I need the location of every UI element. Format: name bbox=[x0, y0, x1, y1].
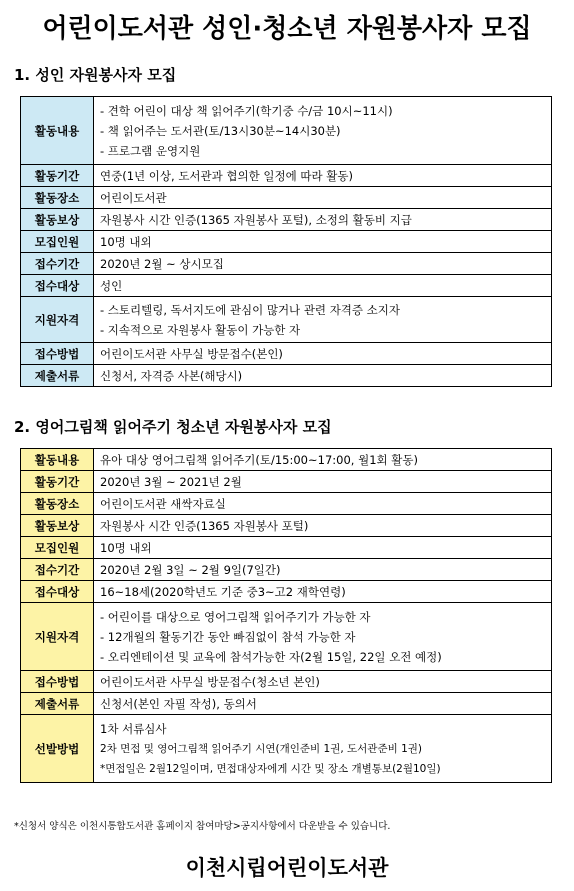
value-line: - 오리엔테이션 및 교육에 참석가능한 자(2월 15일, 22일 오전 예정) bbox=[100, 649, 442, 664]
value-line: - 책 읽어주는 도서관(토/13시30분~14시30분) bbox=[100, 123, 341, 138]
row-label: 활동내용 bbox=[21, 97, 94, 165]
row-label: 활동보상 bbox=[21, 209, 94, 231]
row-value bbox=[94, 343, 552, 365]
section1-body bbox=[21, 97, 552, 387]
table-row bbox=[21, 581, 552, 603]
table-row bbox=[21, 187, 552, 209]
row-label: 접수대상 bbox=[21, 275, 94, 297]
value-line: 연중(1년 이상, 도서관과 협의한 일정에 따라 활동) bbox=[100, 168, 353, 183]
value-line: 10명 내외 bbox=[100, 234, 152, 249]
table-row bbox=[21, 715, 552, 783]
value-line: 신청서(본인 자필 작성), 동의서 bbox=[100, 696, 257, 711]
row-value bbox=[94, 581, 552, 603]
row-label: 활동장소 bbox=[21, 493, 94, 515]
section2-heading: 2. 영어그림책 읽어주기 청소년 자원봉사자 모집 bbox=[14, 418, 332, 436]
table-row bbox=[21, 165, 552, 187]
value-line: 자원봉사 시간 인증(1365 자원봉사 포털) bbox=[100, 518, 309, 533]
row-value bbox=[94, 165, 552, 187]
table-row bbox=[21, 253, 552, 275]
library-name: 이천시립어린이도서관 bbox=[185, 856, 389, 880]
section1-heading: 1. 성인 자원봉사자 모집 bbox=[14, 66, 177, 84]
row-label: 접수기간 bbox=[21, 253, 94, 275]
table-row bbox=[21, 449, 552, 471]
table-row bbox=[21, 603, 552, 671]
table-row bbox=[21, 493, 552, 515]
value-line: 신청서, 자격증 사본(해당시) bbox=[100, 368, 243, 383]
value-line: 2020년 2월 3일 ~ 2월 9일(7일간) bbox=[100, 562, 281, 577]
row-value bbox=[94, 365, 552, 387]
row-label: 활동내용 bbox=[21, 449, 94, 471]
section1-table bbox=[20, 96, 552, 387]
table-row bbox=[21, 209, 552, 231]
row-value bbox=[94, 187, 552, 209]
value-line: 1차 서류심사 bbox=[100, 721, 167, 736]
value-line: - 지속적으로 자원봉사 활동이 가능한 자 bbox=[100, 322, 301, 337]
value-line: - 어린이를 대상으로 영어그림책 읽어주기가 가능한 자 bbox=[100, 609, 371, 624]
value-line: 2차 면접 및 영어그림책 읽어주기 시연(개인준비 1권, 도서관준비 1권) bbox=[100, 742, 422, 755]
table-row bbox=[21, 343, 552, 365]
table-row bbox=[21, 297, 552, 343]
row-value bbox=[94, 449, 552, 471]
table-row bbox=[21, 693, 552, 715]
footnote: *신청서 양식은 이천시통합도서관 홈페이지 참여마당>공지사항에서 다운받을 수 있습니다. bbox=[14, 821, 391, 832]
table-row bbox=[21, 365, 552, 387]
row-value bbox=[94, 253, 552, 275]
row-value bbox=[94, 97, 552, 165]
table-row bbox=[21, 559, 552, 581]
row-value bbox=[94, 715, 552, 783]
value-line: 어린이도서관 사무실 방문접수(본인) bbox=[100, 346, 283, 361]
row-value bbox=[94, 209, 552, 231]
value-line: - 12개월의 활동기간 동안 빠짐없이 참석 가능한 자 bbox=[100, 629, 356, 644]
row-value bbox=[94, 275, 552, 297]
row-value bbox=[94, 603, 552, 671]
value-line: 10명 내외 bbox=[100, 540, 152, 555]
page-title: 어린이도서관 성인·청소년 자원봉사자 모집 bbox=[42, 14, 532, 44]
row-value bbox=[94, 493, 552, 515]
table-row bbox=[21, 471, 552, 493]
row-value bbox=[94, 671, 552, 693]
value-line: - 프로그램 운영지원 bbox=[100, 143, 201, 158]
table-row bbox=[21, 97, 552, 165]
row-value bbox=[94, 471, 552, 493]
row-label: 모집인원 bbox=[21, 231, 94, 253]
row-label: 활동기간 bbox=[21, 471, 94, 493]
table-row bbox=[21, 515, 552, 537]
row-label: 접수대상 bbox=[21, 581, 94, 603]
row-value bbox=[94, 515, 552, 537]
row-label: 활동장소 bbox=[21, 187, 94, 209]
value-line: 2020년 2월 ~ 상시모집 bbox=[100, 256, 224, 271]
row-label: 지원자격 bbox=[21, 297, 94, 343]
row-value bbox=[94, 231, 552, 253]
table-row bbox=[21, 275, 552, 297]
value-line: - 견학 어린이 대상 책 읽어주기(학기중 수/금 10시~11시) bbox=[100, 103, 393, 118]
value-line: 16~18세(2020학년도 기준 중3~고2 재학연령) bbox=[100, 584, 346, 599]
row-label: 제출서류 bbox=[21, 365, 94, 387]
table-row bbox=[21, 537, 552, 559]
value-line: - 스토리텔링, 독서지도에 관심이 많거나 관련 자격증 소지자 bbox=[100, 302, 401, 317]
section2-body bbox=[21, 449, 552, 783]
value-line: 어린이도서관 사무실 방문접수(청소년 본인) bbox=[100, 674, 320, 689]
value-line: 어린이도서관 bbox=[100, 190, 167, 205]
table-row bbox=[21, 671, 552, 693]
value-line: *면접일은 2월12일이며, 면접대상자에게 시간 및 장소 개별통보(2월10일) bbox=[100, 762, 441, 775]
value-line: 성인 bbox=[100, 278, 123, 293]
row-value bbox=[94, 297, 552, 343]
row-label: 선발방법 bbox=[21, 715, 94, 783]
row-label: 활동기간 bbox=[21, 165, 94, 187]
row-label: 모집인원 bbox=[21, 537, 94, 559]
value-line: 어린이도서관 새싹자료실 bbox=[100, 496, 226, 511]
row-value bbox=[94, 537, 552, 559]
row-value bbox=[94, 693, 552, 715]
row-label: 지원자격 bbox=[21, 603, 94, 671]
value-line: 2020년 3월 ~ 2021년 2월 bbox=[100, 474, 242, 489]
row-label: 접수기간 bbox=[21, 559, 94, 581]
row-label: 활동보상 bbox=[21, 515, 94, 537]
row-label: 접수방법 bbox=[21, 343, 94, 365]
value-line: 자원봉사 시간 인증(1365 자원봉사 포털), 소정의 활동비 지급 bbox=[100, 212, 412, 227]
row-label: 접수방법 bbox=[21, 671, 94, 693]
value-line: 유아 대상 영어그림책 읽어주기(토/15:00~17:00, 월1회 활동) bbox=[100, 452, 418, 467]
section2-table bbox=[20, 448, 552, 783]
table-row bbox=[21, 231, 552, 253]
row-value bbox=[94, 559, 552, 581]
row-label: 제출서류 bbox=[21, 693, 94, 715]
